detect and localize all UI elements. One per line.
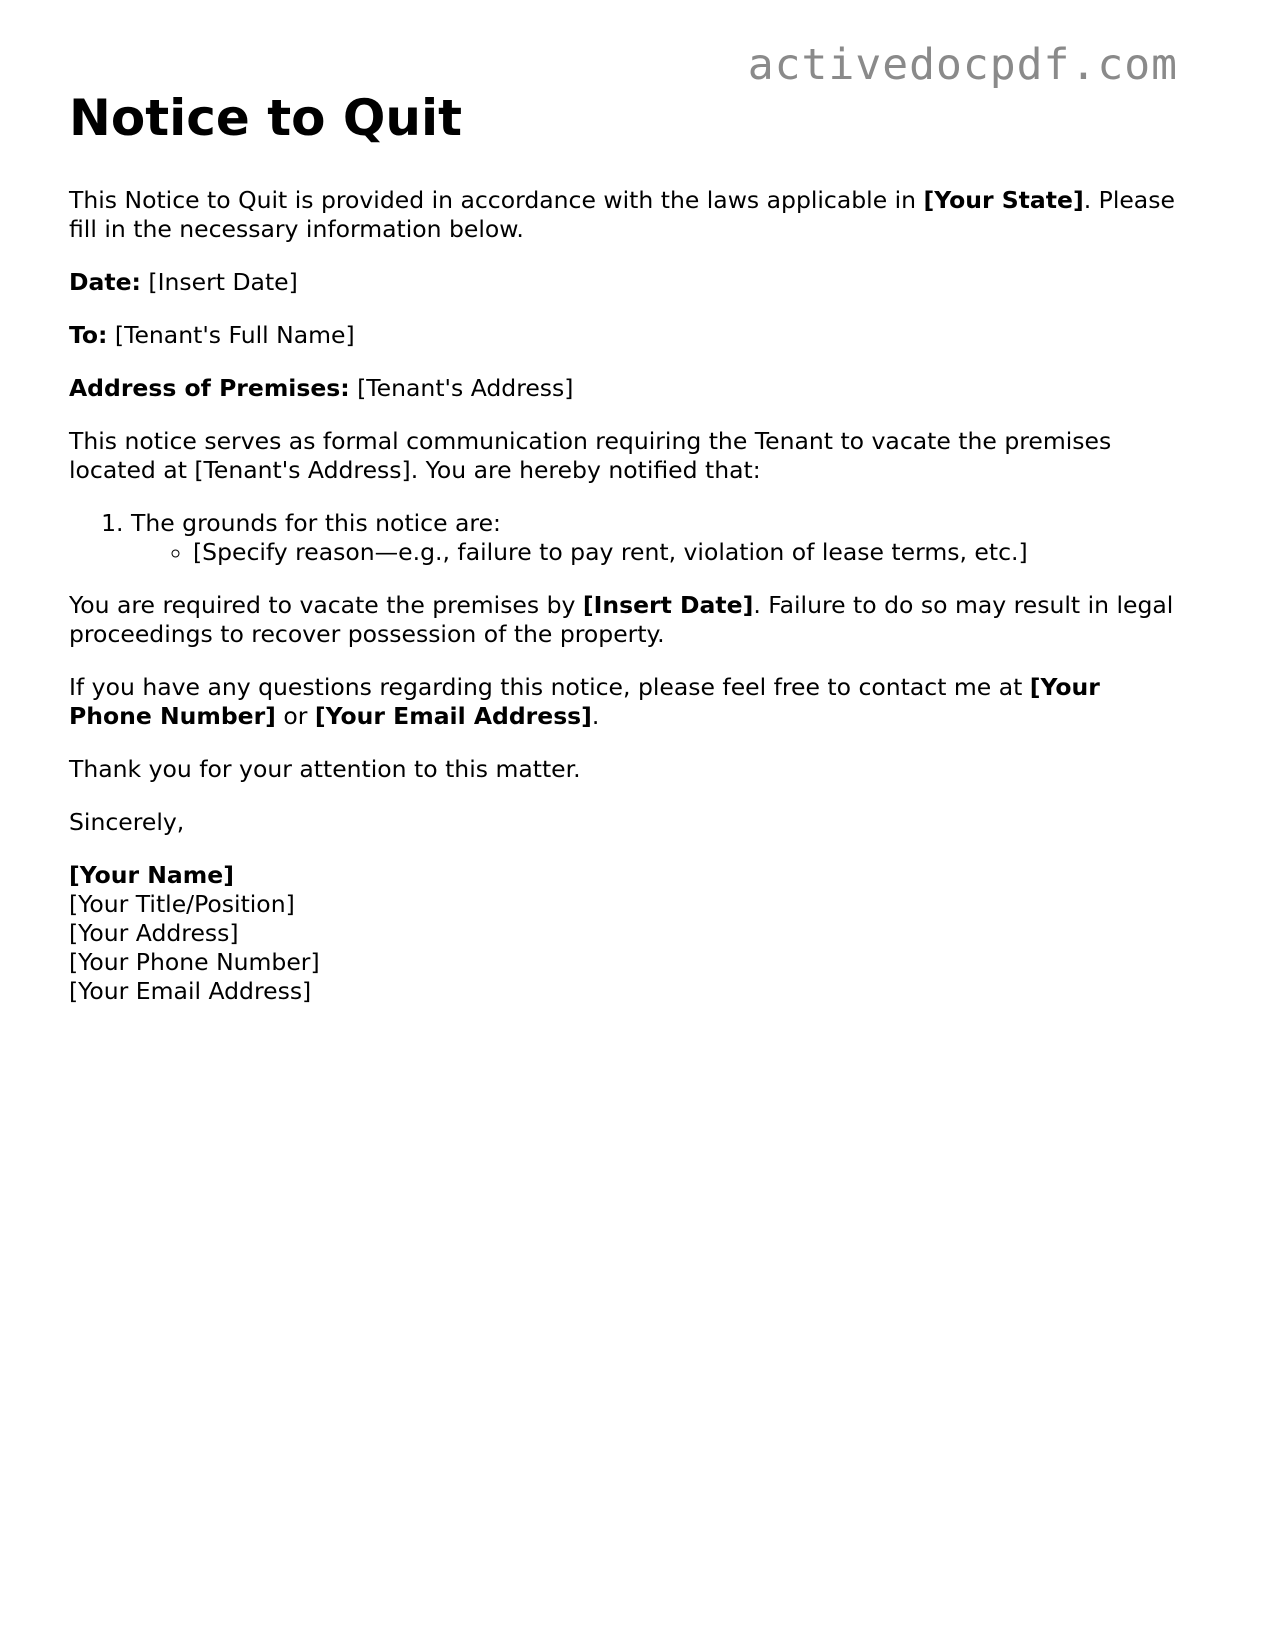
date-value: [Insert Date] (140, 268, 298, 296)
address-label: Address of Premises: (69, 374, 350, 402)
vacate-date: [Insert Date] (582, 591, 754, 619)
closing: Sincerely, (69, 808, 185, 836)
signature-phone: [Your Phone Number] (69, 948, 320, 976)
contact-email: [Your Email Address] (314, 702, 592, 730)
notice-paragraph: This notice serves as formal communication requiring the Tenant to vacate the premises located at [Tenant's Address]. You are hereby notified that: (69, 427, 1112, 484)
to-label: To: (69, 321, 108, 349)
contact-phone: [Your Phone Number] (69, 673, 1100, 730)
reason-list (131, 538, 1189, 567)
signature-title: [Your Title/Position] (69, 890, 295, 918)
intro-text: This Notice to Quit is provided in accordance with the laws applicable in (69, 186, 924, 214)
watermark: activedocpdf.com (747, 40, 1178, 90)
to-field (69, 321, 1189, 350)
intro-paragraph (69, 186, 1189, 244)
contact-paragraph (69, 673, 1189, 731)
to-value: [Tenant's Full Name] (107, 321, 355, 349)
address-value: [Tenant's Address] (349, 374, 574, 402)
vacate-paragraph (69, 591, 1189, 649)
contact-or: or (275, 702, 315, 730)
address-field (69, 374, 1189, 403)
list-item (131, 509, 1189, 567)
reason-item: ◦ [Specify reason—e.g., failure to pay rent, violation of lease terms, etc.] (193, 538, 1189, 567)
contact-text: If you have any questions regarding this notice, please feel free to contact me at (69, 673, 1030, 701)
signature-name: [Your Name] (69, 861, 234, 889)
grounds-list (69, 509, 1189, 567)
vacate-text: You are required to vacate the premises by (69, 591, 583, 619)
vacate-text-end: . Failure to do so may result in legal proceedings to recover possession of the property. (69, 591, 1174, 648)
intro-text-end: . Please fill in the necessary information below. (69, 186, 1175, 243)
thanks-paragraph: Thank you for your attention to this matter. (69, 755, 581, 783)
signature-block (69, 861, 1189, 1006)
page-title: Notice to Quit (69, 89, 462, 147)
signature-address: [Your Address] (69, 919, 239, 947)
document-body (69, 88, 1189, 1006)
signature-email: [Your Email Address] (69, 977, 312, 1005)
state-placeholder: [Your State] (923, 186, 1084, 214)
contact-period: . (591, 702, 600, 730)
date-label: Date: (69, 268, 141, 296)
date-field (69, 268, 1189, 297)
grounds-heading: The grounds for this notice are: (131, 509, 501, 537)
